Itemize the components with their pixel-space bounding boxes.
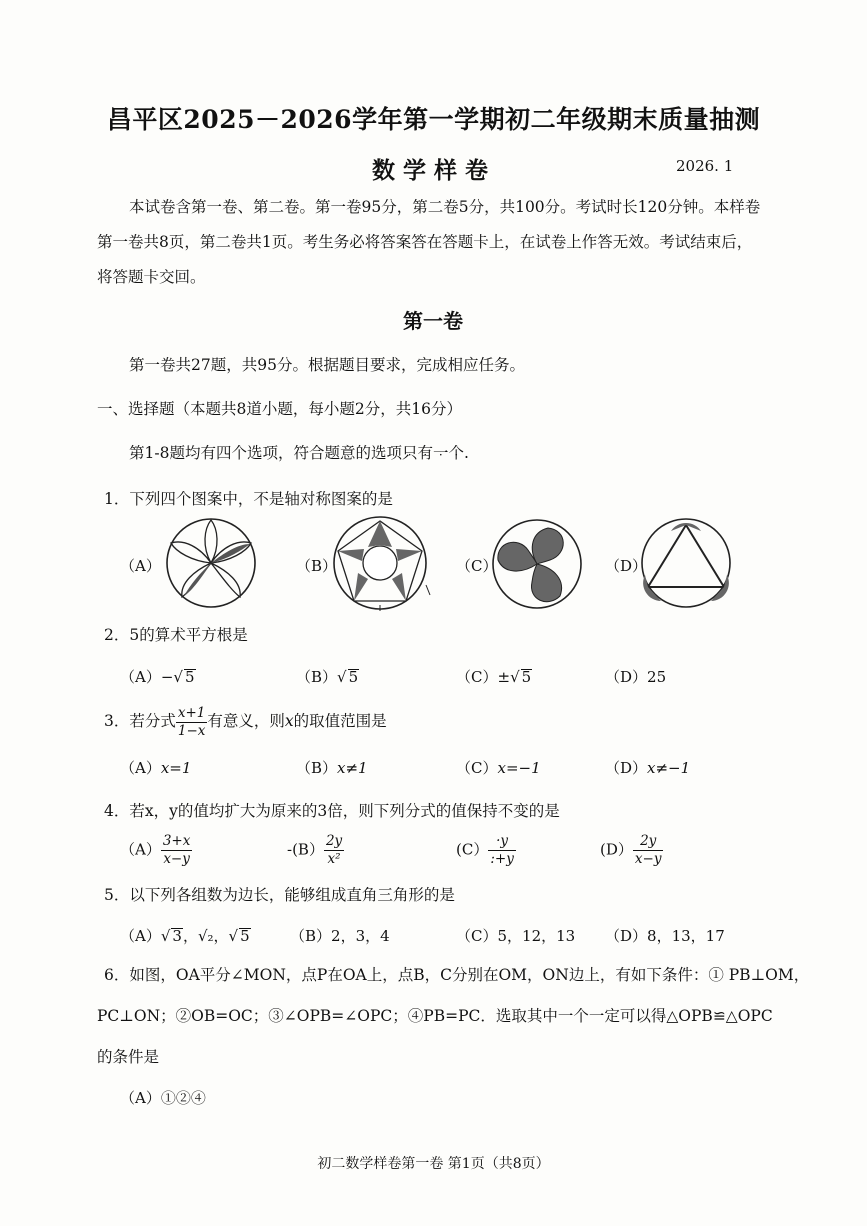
section-title: 第一卷 xyxy=(403,309,463,333)
q2-stem: 2．5的算术平方根是 xyxy=(104,626,248,644)
q1-figure-b xyxy=(330,515,434,611)
q1-figure-a xyxy=(162,517,260,609)
q6-line-3: 的条件是 xyxy=(97,1048,160,1066)
q5-option-b: （B）2，3，4 xyxy=(290,927,390,945)
q1-stem: 1．下列四个图案中，不是轴对称图案的是 xyxy=(104,490,393,508)
q3-option-b: （B）x≠1 xyxy=(296,759,368,777)
q6-line-2: PC⊥ON；②OB=OC；③∠OPB=∠OPC；④PB=PC．选取其中一个一定可以得△OPB≌△OPC xyxy=(97,1007,773,1025)
q1-option-c-label: （C） xyxy=(456,557,498,575)
q1-option-a-label: （A） xyxy=(120,557,161,575)
q2-option-b: （B）√ 5 xyxy=(296,668,359,686)
q3-option-c: （C）x=−1 xyxy=(456,759,541,777)
q4-option-d: (D） $\frac{2y}{x-y}$ xyxy=(600,833,662,867)
exam-title: 昌平区2025－2026学年第一学期初二年级期末质量抽测 xyxy=(106,105,761,134)
q3-option-d: （D）x≠−1 xyxy=(605,759,691,777)
q5-option-a: （A）√ 3，√₂，√ 5 xyxy=(120,927,250,945)
part1-heading: 一、选择题（本题共8道小题，每小题2分，共16分） xyxy=(97,400,462,418)
q5-stem: 5．以下列各组数为边长，能够组成直角三角形的是 xyxy=(104,886,455,904)
q3-stem: 3．若分式 $\frac{x+1}{1-x}$ 有意义，则x的取值范围是 xyxy=(104,704,387,739)
q2-option-a: （A）−√ 5 xyxy=(120,668,195,686)
q6-option-a: （A）①②④ xyxy=(120,1089,206,1107)
q2-option-c: （C）±√ 5 xyxy=(456,668,532,686)
q3-fraction: $\frac{x+1}{1-x}$ xyxy=(177,704,206,739)
q5-option-c: （C）5，12，13 xyxy=(456,927,576,945)
intro-line-2: 第一卷共8页，第二卷共1页。考生务必将答案答在答题卡上，在试卷上作答无效。考试结束后， xyxy=(97,233,753,251)
part1-note: 第1-8题均有四个选项，符合题意的选项只 ·有 ·一 ·个 ·. xyxy=(129,436,469,470)
intro-line-1: 本试卷含第一卷、第二卷。第一卷95分，第二卷5分，共100分。考试时长120分钟。本样卷 xyxy=(129,198,761,216)
q4-option-c: (C） $\frac{\cdot y}{:+y}$ xyxy=(456,833,514,867)
section-desc: 第一卷共27题，共95分。根据题目要求，完成相应任务。 xyxy=(129,356,525,374)
q1-option-d-label: （D） xyxy=(605,557,648,575)
q4-stem: 4．若x，y的值均扩大为原来的3倍，则下列分式的值保持不变的是 xyxy=(104,802,560,820)
q4-option-b: -(B） $\frac{2y}{\text{x²}}$ xyxy=(287,833,343,867)
q1-figure-d xyxy=(637,517,735,609)
q6-line-1: 6．如图，OA平分∠MON，点P在OA上，点B，C分别在OM，ON边上，有如下条件：① PB⊥OM， xyxy=(104,966,810,984)
q3-option-a: （A）x=1 xyxy=(120,759,192,777)
exam-subtitle: 数学样卷 xyxy=(372,157,496,184)
exam-date: 2026. 1 xyxy=(676,157,734,175)
page-footer: 初二数学样卷第一卷 第1页（共8页） xyxy=(317,1156,550,1172)
q2-option-d: （D）25 xyxy=(605,668,667,686)
q5-option-d: （D）8，13，17 xyxy=(605,927,725,945)
q4-option-a: （A） $\frac{3+x}{x-y}$ xyxy=(120,833,191,867)
intro-line-3: 将答题卡交回。 xyxy=(97,268,206,286)
q1-option-b-label: （B） xyxy=(296,557,338,575)
q1-figure-c xyxy=(488,518,586,610)
